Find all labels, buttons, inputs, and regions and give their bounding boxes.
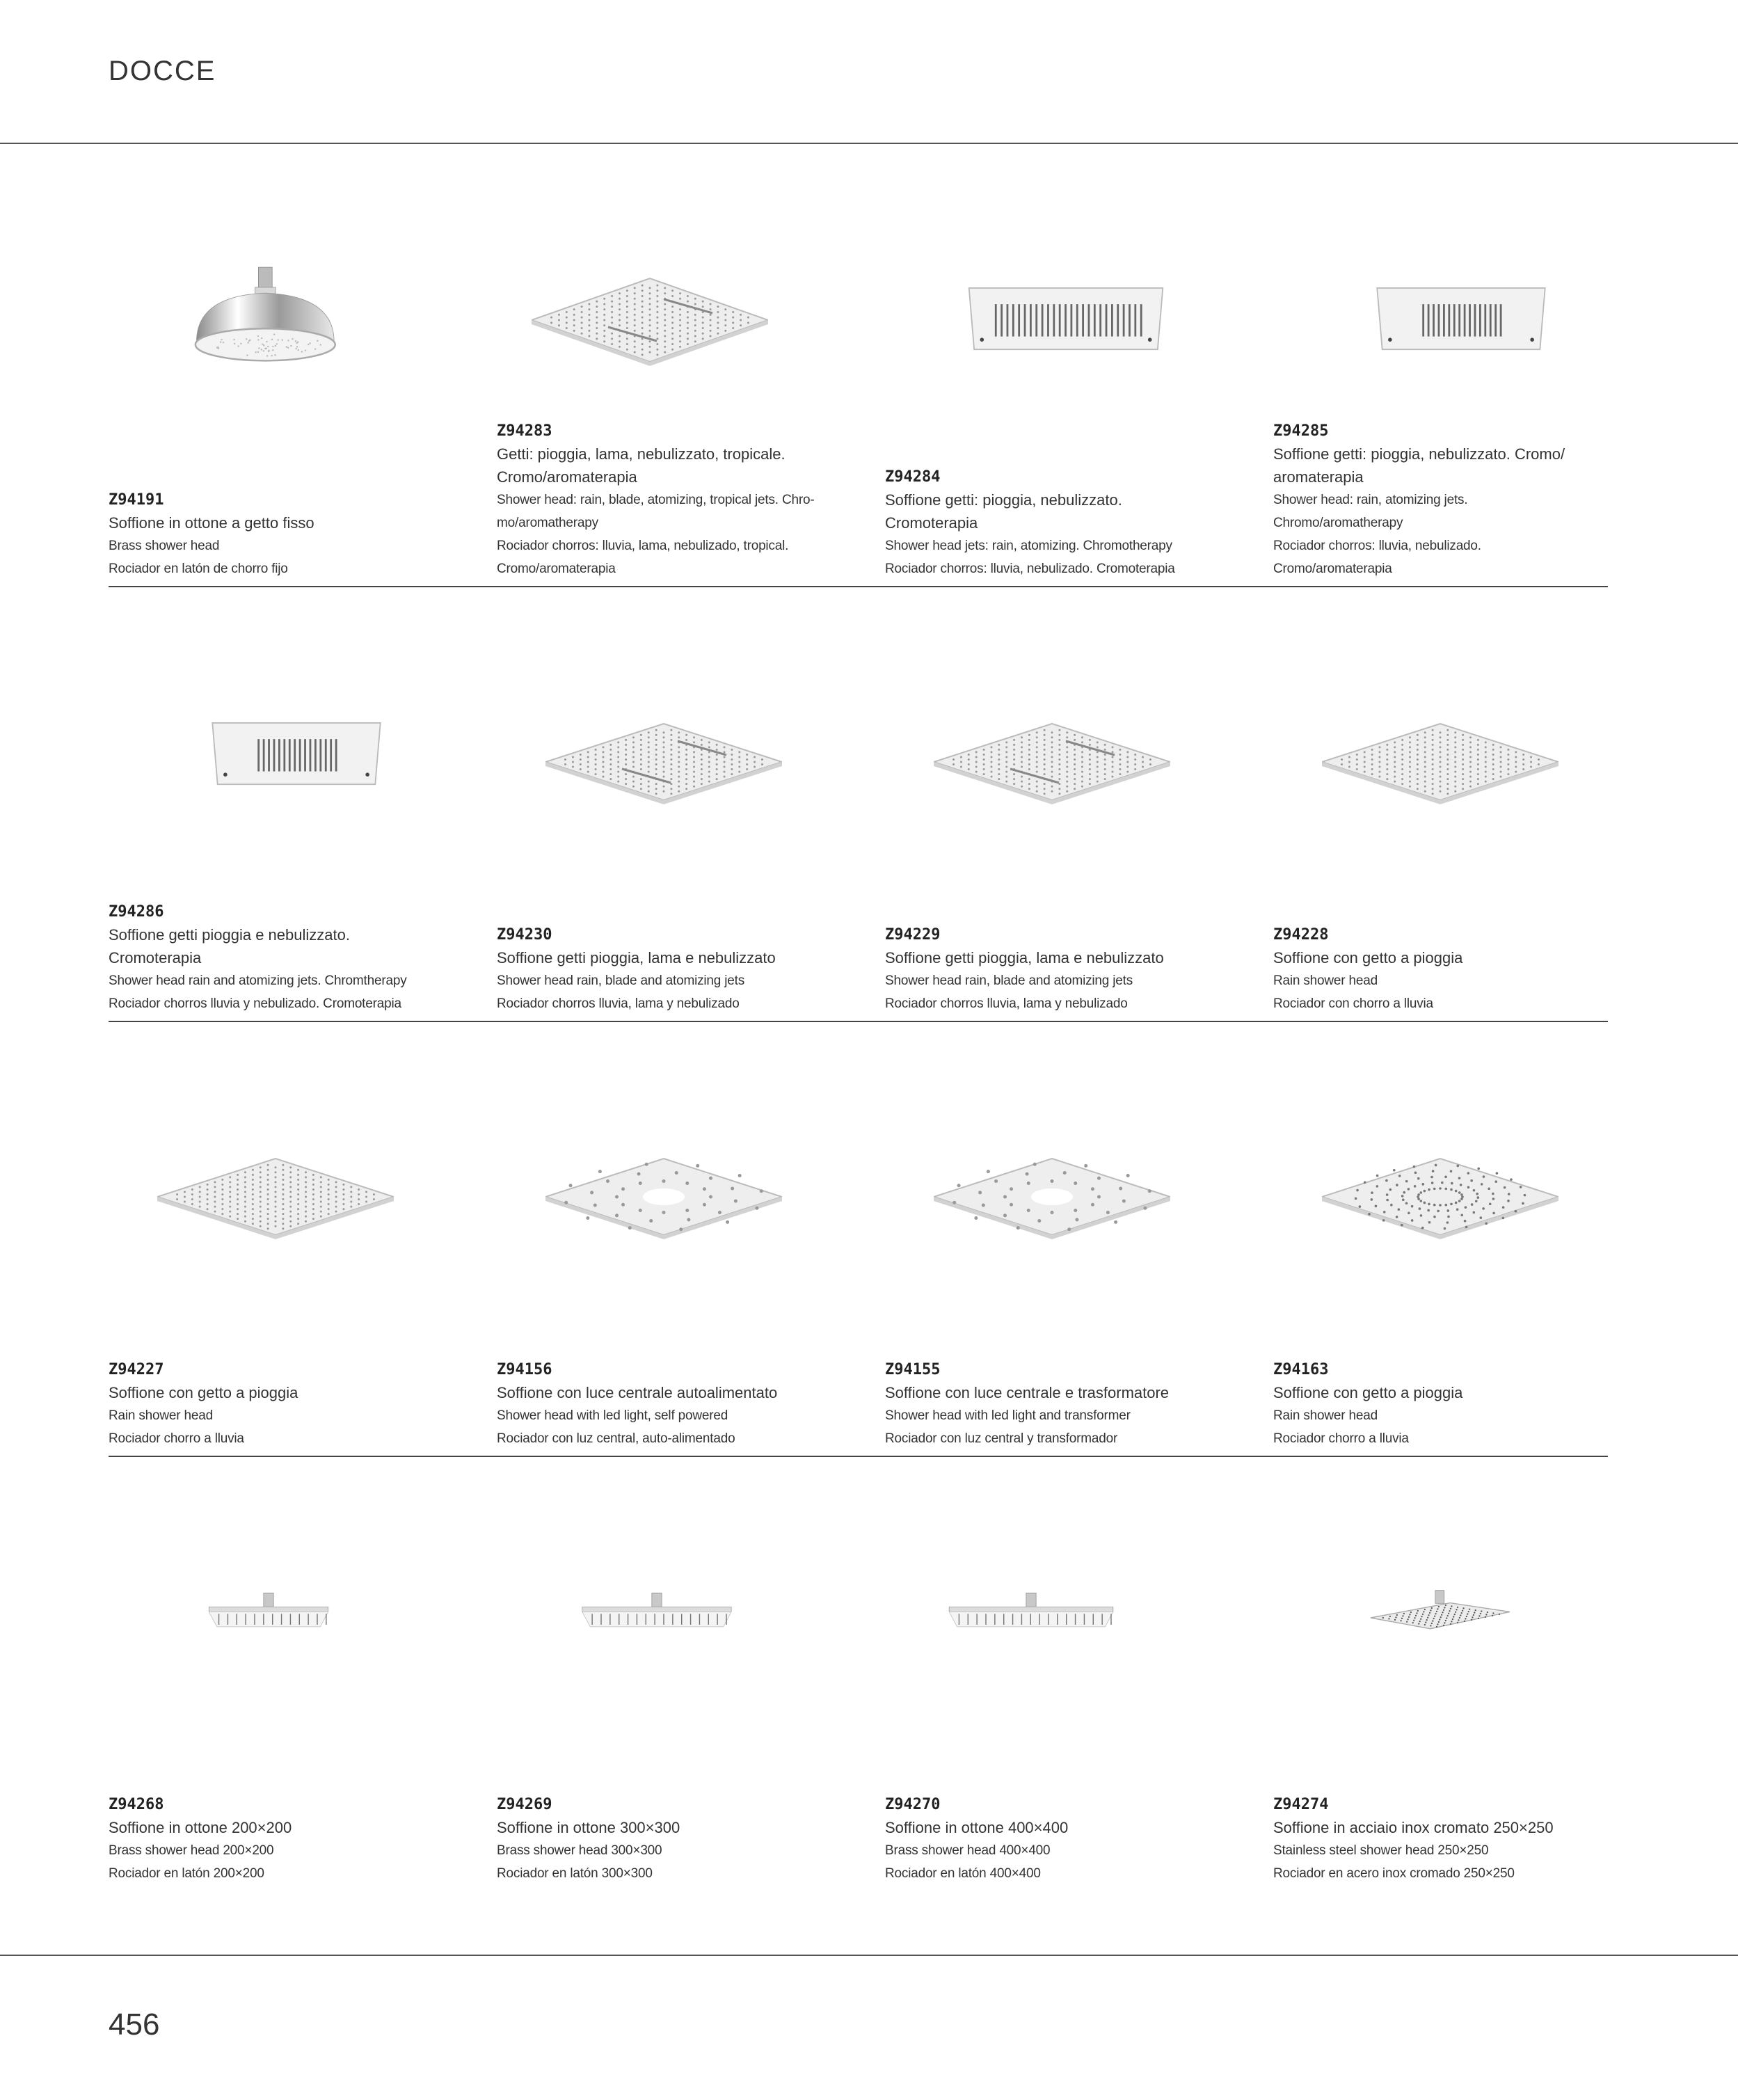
shower-head-image — [157, 1148, 394, 1246]
product-description — [1273, 923, 1600, 1015]
product-code: Z94284 — [885, 468, 941, 486]
description-translation: Shower head rain, blade and atomizing jets — [885, 973, 1133, 988]
footer-divider — [0, 1955, 1738, 1956]
product-row — [109, 160, 1608, 586]
description-translation: Brass shower head 200×200 — [109, 1843, 274, 1858]
product-card — [109, 1465, 470, 1885]
description-translation: Shower head rain, blade and atomizing jets — [497, 973, 744, 988]
product-code: Z94286 — [109, 903, 164, 921]
description-translation: Rociador chorros: lluvia, nebulizado. Cromoterapia — [885, 562, 1175, 576]
product-code: Z94274 — [1273, 1796, 1329, 1813]
row-divider — [109, 1456, 1608, 1457]
product-code: Z94229 — [885, 926, 941, 944]
product-row — [109, 1465, 1608, 1891]
product-card — [1273, 1465, 1635, 1885]
description-translation: Rociador chorros lluvia, lama y nebulizado — [497, 996, 740, 1011]
product-description — [1273, 1358, 1600, 1450]
product-description — [497, 923, 824, 1015]
shower-head-image — [934, 713, 1170, 811]
description-translation: Rain shower head — [1273, 973, 1378, 988]
description-translation: Rociador chorros: lluvia, lama, nebulizado, tropical. — [497, 539, 789, 553]
description-translation: Shower head: rain, blade, atomizing, tropical jets. Chro- — [497, 493, 815, 507]
product-card — [497, 595, 859, 1015]
product-description — [885, 923, 1212, 1015]
description-italian: Soffione getti pioggia, lama e nebulizzato — [497, 949, 776, 967]
description-translation: Brass shower head — [109, 539, 220, 553]
description-translation: Rociador con chorro a lluvia — [1273, 996, 1433, 1011]
description-translation: Shower head jets: rain, atomizing. Chromotherapy — [885, 539, 1172, 553]
shower-head-image — [1322, 1583, 1558, 1653]
product-description — [109, 1358, 436, 1450]
shower-head-image — [532, 271, 768, 369]
description-italian: Soffione in ottone 200×200 — [109, 1819, 292, 1836]
description-italian: Soffione con luce centrale e trasformatore — [885, 1384, 1170, 1401]
product-code: Z94283 — [497, 422, 552, 440]
description-translation: Rociador en latón de chorro fijo — [109, 562, 288, 576]
product-code: Z94228 — [1273, 926, 1329, 944]
product-code: Z94268 — [109, 1796, 164, 1813]
product-card — [497, 160, 859, 580]
shower-head-image — [178, 713, 415, 804]
product-description — [497, 1793, 824, 1885]
shower-head-image — [539, 1583, 775, 1653]
header-divider — [0, 143, 1738, 144]
description-italian: Getti: pioggia, lama, nebulizzato, tropicale. — [497, 445, 786, 463]
row-divider — [109, 1021, 1608, 1022]
product-row — [109, 1030, 1608, 1456]
product-code: Z94270 — [885, 1796, 941, 1813]
description-translation: Brass shower head 300×300 — [497, 1843, 662, 1858]
shower-head-image — [1322, 713, 1558, 811]
product-description — [885, 1793, 1212, 1885]
product-code: Z94191 — [109, 491, 164, 509]
product-description — [885, 466, 1212, 580]
description-italian: Soffione in ottone 400×400 — [885, 1819, 1069, 1836]
description-italian: Cromo/aromaterapia — [497, 468, 637, 486]
description-translation: Rociador chorros lluvia y nebulizado. Cromoterapia — [109, 996, 401, 1011]
product-card — [885, 160, 1247, 580]
product-card — [109, 595, 470, 1015]
product-card — [1273, 160, 1635, 580]
description-italian: Soffione getti pioggia, lama e nebulizzato — [885, 949, 1164, 967]
product-code: Z94163 — [1273, 1361, 1329, 1378]
product-card — [109, 160, 470, 580]
description-translation: Rociador en acero inox cromado 250×250 — [1273, 1866, 1515, 1881]
description-translation: mo/aromatherapy — [497, 516, 598, 530]
product-code: Z94155 — [885, 1361, 941, 1378]
product-code: Z94156 — [497, 1361, 552, 1378]
page-title: DOCCE — [109, 56, 216, 86]
description-translation: Rain shower head — [109, 1408, 213, 1423]
product-code: Z94285 — [1273, 422, 1329, 440]
shower-head-image — [1322, 1148, 1558, 1246]
shower-head-image — [545, 1148, 782, 1246]
description-italian: Soffione getti: pioggia, nebulizzato. Cromo/ — [1273, 445, 1565, 463]
product-description — [1273, 420, 1600, 580]
product-description — [1273, 1793, 1600, 1885]
product-code: Z94227 — [109, 1361, 164, 1378]
description-translation: Cromo/aromaterapia — [497, 562, 616, 576]
description-italian: Soffione getti pioggia e nebulizzato. Cromoterapia — [109, 926, 350, 967]
product-card — [1273, 1030, 1635, 1450]
product-description — [109, 1793, 436, 1885]
description-translation: Shower head with led light, self powered — [497, 1408, 728, 1423]
product-card — [885, 595, 1247, 1015]
page-number: 456 — [109, 2007, 160, 2042]
product-card — [885, 1465, 1247, 1885]
description-italian: Soffione in ottone a getto fisso — [109, 514, 314, 532]
description-italian: Soffione in ottone 300×300 — [497, 1819, 680, 1836]
shower-head-image — [948, 278, 1184, 369]
description-translation: Rociador con luz central, auto-alimentado — [497, 1431, 735, 1446]
description-italian: Soffione getti: pioggia, nebulizzato. Cromoterapia — [885, 491, 1122, 532]
product-description — [497, 1358, 824, 1450]
product-card — [1273, 595, 1635, 1015]
description-italian: Soffione con getto a pioggia — [109, 1384, 298, 1401]
description-translation: Shower head: rain, atomizing jets. Chromo/aromatherapy — [1273, 493, 1468, 530]
description-translation: Rociador chorro a lluvia — [109, 1431, 244, 1446]
description-translation: Rociador chorro a lluvia — [1273, 1431, 1409, 1446]
product-description — [497, 420, 824, 580]
product-card — [885, 1030, 1247, 1450]
description-translation: Brass shower head 400×400 — [885, 1843, 1051, 1858]
product-card — [497, 1465, 859, 1885]
description-translation: Rociador en latón 400×400 — [885, 1866, 1041, 1881]
shower-head-image — [185, 244, 380, 383]
product-description — [885, 1358, 1212, 1450]
product-row — [109, 595, 1608, 1021]
shower-head-image — [1343, 278, 1579, 369]
product-description — [109, 900, 436, 1015]
description-translation: Rociador con luz central y transformador — [885, 1431, 1118, 1446]
row-divider — [109, 586, 1608, 587]
description-translation: Stainless steel shower head 250×250 — [1273, 1843, 1489, 1858]
product-code: Z94269 — [497, 1796, 552, 1813]
description-translation: Rociador chorros: lluvia, nebulizado. Cromo/aromaterapia — [1273, 539, 1481, 576]
description-translation: Shower head with led light and transformer — [885, 1408, 1131, 1423]
description-italian: Soffione con getto a pioggia — [1273, 1384, 1463, 1401]
description-translation: Rociador en latón 200×200 — [109, 1866, 264, 1881]
description-translation: Shower head rain and atomizing jets. Chromtherapy — [109, 973, 407, 988]
description-translation: Rociador en latón 300×300 — [497, 1866, 653, 1881]
shower-head-image — [934, 1148, 1170, 1246]
product-description — [109, 488, 436, 580]
description-translation: Rociador chorros lluvia, lama y nebulizado — [885, 996, 1128, 1011]
product-card — [109, 1030, 470, 1450]
shower-head-image — [150, 1583, 387, 1653]
description-italian: Soffione con luce centrale autoalimentato — [497, 1384, 778, 1401]
shower-head-image — [913, 1583, 1149, 1653]
description-italian: Soffione con getto a pioggia — [1273, 949, 1463, 967]
product-card — [497, 1030, 859, 1450]
shower-head-image — [545, 713, 782, 811]
description-italian: Soffione in acciaio inox cromato 250×250 — [1273, 1819, 1554, 1836]
description-italian: aromaterapia — [1273, 468, 1364, 486]
description-translation: Rain shower head — [1273, 1408, 1378, 1423]
product-code: Z94230 — [497, 926, 552, 944]
